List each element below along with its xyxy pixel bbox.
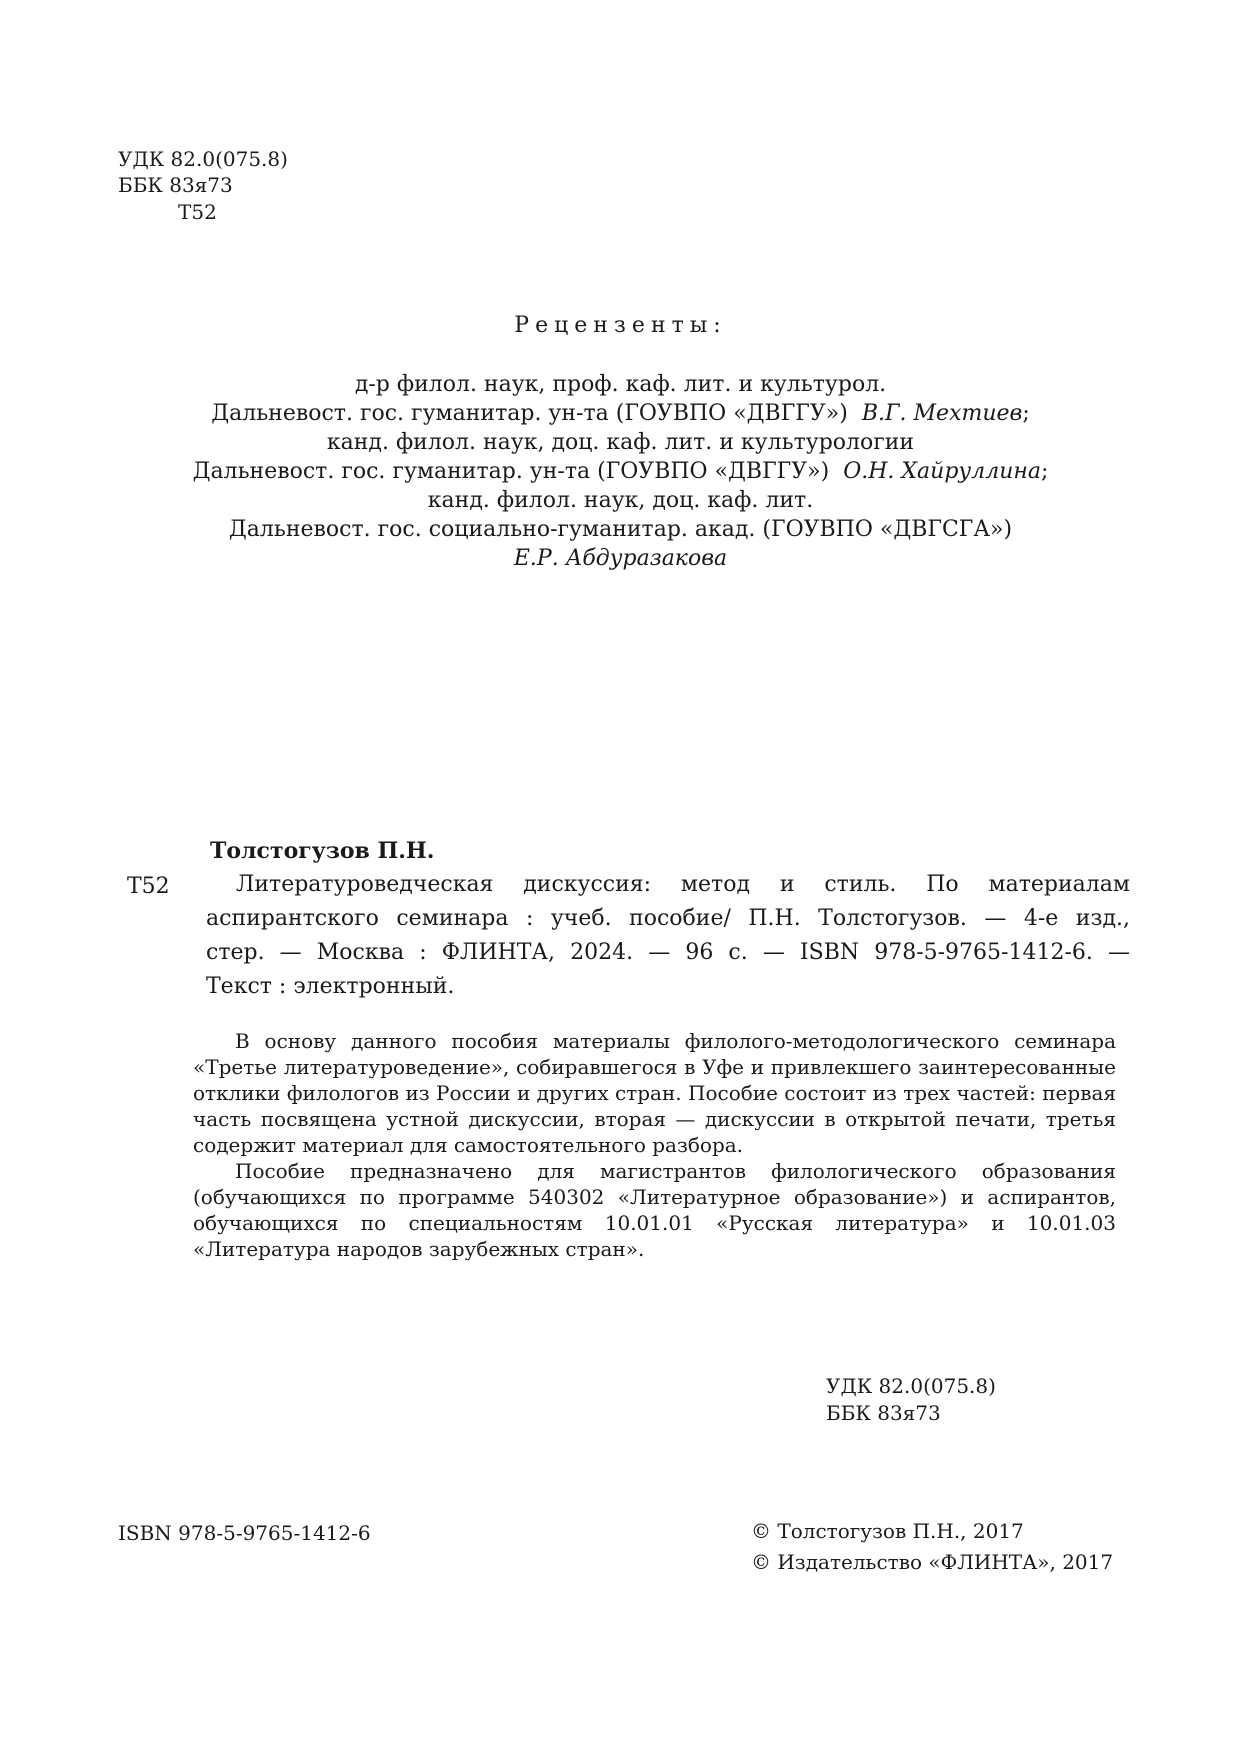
- header-code: Т52: [178, 200, 217, 224]
- reviewer-name-khairullina: О.Н. Хайруллина: [843, 459, 1041, 484]
- reviewer-line-1: д-р филол. наук, проф. каф. лит. и культурол.: [354, 372, 887, 397]
- reviewer-line-3: канд. филол. наук, доц. каф. лит. и культурологии: [326, 430, 915, 455]
- classification-bbk: ББК 83я73: [826, 1401, 941, 1425]
- footer-isbn: ISBN 978-5-9765-1412-6: [118, 1521, 371, 1545]
- reviewers-title: Рецензенты:: [514, 313, 727, 338]
- annotation-paragraph-1: В основу данного пособия материалы филолого-методологического семинара «Третье литературоведение», собиравшегося в Уфе и привлекшего заинтересованные отклики филологов из России и других стран. Пособие состоит из трех частей: первая часть посвящена устной дискуссии, вторая — дискуссии в открытой печати, третья содержит материал для самостоятельного разбора.: [193, 1029, 1116, 1157]
- reviewer-line-2-text: Дальневост. гос. гуманитар. ун-та (ГОУВПО «ДВГГУ»): [211, 401, 848, 426]
- header-bbk: ББК 83я73: [118, 173, 233, 197]
- annotation-paragraph-2: Пособие предназначено для магистрантов филологического образования (обучающихся по программе 540302 «Литературное образование») и аспирантов, обучающихся по специальностям 10.01.01 «Русская литература» и 10.01.03 «Литература народов зарубежных стран».: [193, 1159, 1116, 1261]
- footer-copyright-publisher: © Издательство «ФЛИНТА», 2017: [751, 1550, 1114, 1574]
- annotation: [193, 1028, 1116, 1262]
- biblio-code: Т52: [127, 874, 170, 899]
- reviewer-line-4-end: ;: [1040, 459, 1049, 484]
- footer-copyright-author: © Толстогузов П.Н., 2017: [751, 1519, 1024, 1543]
- reviewer-line-2: [0, 401, 1241, 427]
- biblio-line-3: стер. — Москва : ФЛИНТА, 2024. — 96 с. — ISBN 978-5-9765-1412-6. —: [206, 940, 1130, 965]
- reviewer-line-4: [0, 459, 1241, 485]
- reviewer-line-5: канд. филол. наук, доц. каф. лит.: [427, 488, 814, 513]
- biblio-line-2: аспирантского семинара : учеб. пособие/ П.Н. Толстогузов. — 4-е изд.,: [206, 906, 1130, 931]
- biblio-author: Толстогузов П.Н.: [210, 838, 435, 864]
- reviewer-line-6: Дальневост. гос. социально-гуманитар. акад. (ГОУВПО «ДВГСГА»): [228, 517, 1013, 542]
- reviewer-line-2-end: ;: [1022, 401, 1030, 426]
- reviewer-line-4-text: Дальневост. гос. гуманитар. ун-та (ГОУВПО «ДВГГУ»): [192, 459, 830, 484]
- reviewer-name-mekhtiev: В.Г. Мехтиев: [861, 401, 1023, 426]
- biblio-line-1: Литературоведческая дискуссия: метод и стиль. По материалам: [236, 872, 1130, 897]
- classification-udk: УДК 82.0(075.8): [826, 1374, 996, 1398]
- reviewer-name-abdurazakova: Е.Р. Абдуразакова: [513, 546, 728, 571]
- biblio-line-4: Текст : электронный.: [206, 974, 455, 999]
- header-udk: УДК 82.0(075.8): [118, 147, 288, 171]
